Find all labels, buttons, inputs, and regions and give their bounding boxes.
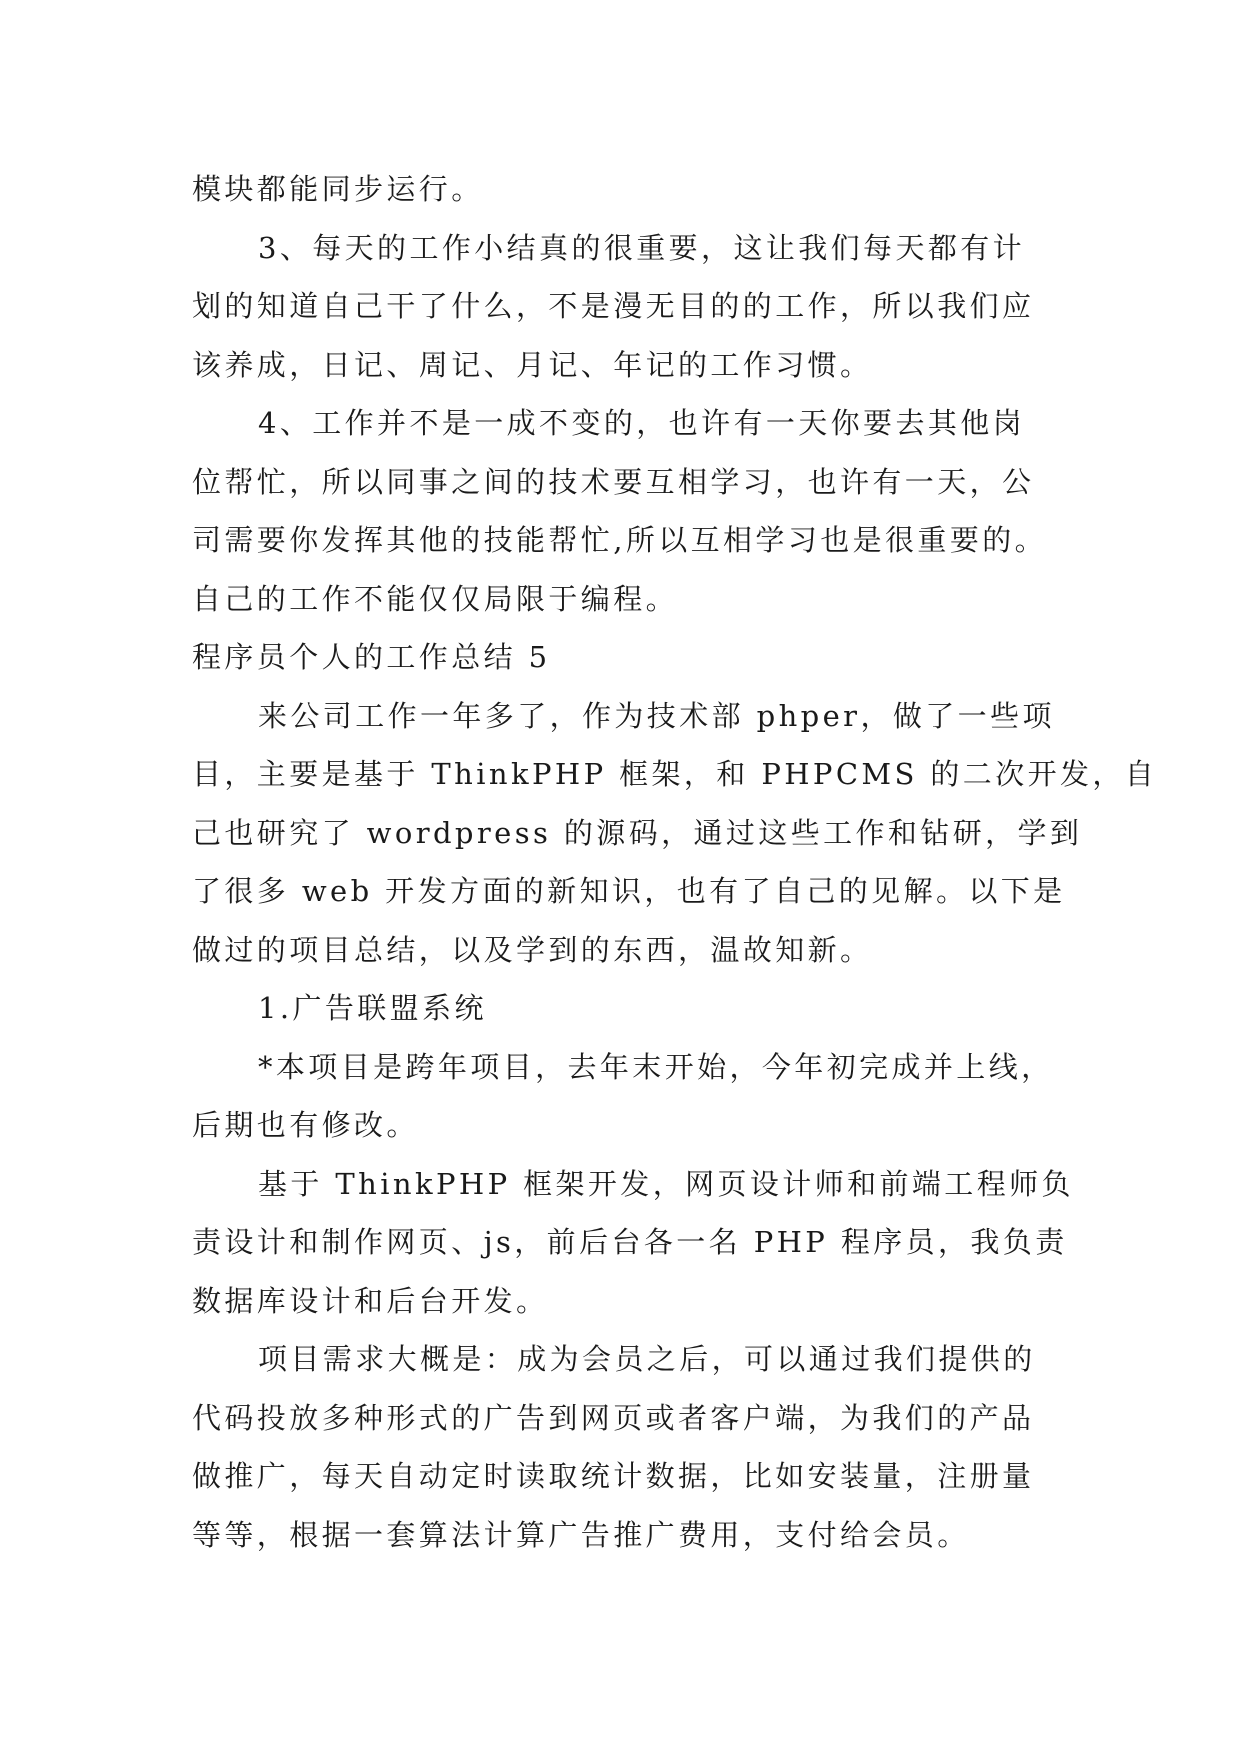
text-line: 做推广，每天自动定时读取统计数据，比如安装量，注册量 <box>192 1459 1035 1493</box>
section-heading: 程序员个人的工作总结 5 <box>192 640 551 674</box>
text-line: 代码投放多种形式的广告到网页或者客户端，为我们的产品 <box>192 1400 1035 1435</box>
text-line: 己也研究了 wordpress 的源码，通过这些工作和钻研，学到 <box>192 815 1083 850</box>
text-line: 后期也有修改。 <box>192 1108 419 1142</box>
paragraph-start: 项目需求大概是：成为会员之后，可以通过我们提供的 <box>258 1342 1036 1376</box>
paragraph-start: 4、工作并不是一成不变的，也许有一天你要去其他岗 <box>258 406 1026 440</box>
text-line: 自己的工作不能仅仅局限于编程。 <box>192 581 679 616</box>
paragraph-start: *本项目是跨年项目，去年末开始，今年初完成并上线， <box>258 1049 1054 1084</box>
text-line: 位帮忙，所以同事之间的技术要互相学习，也许有一天，公 <box>192 464 1035 499</box>
text-line: 责设计和制作网页、js，前后台各一名 PHP 程序员，我负责 <box>192 1225 1068 1259</box>
document-body <box>192 160 1158 1564</box>
subsection-heading: 1.广告联盟系统 <box>258 991 487 1025</box>
text-line: 了很多 web 开发方面的新知识，也有了自己的见解。以下是 <box>192 874 1066 908</box>
paragraph-start: 来公司工作一年多了，作为技术部 phper，做了一些项 <box>258 698 1055 733</box>
text-line: 等等，根据一套算法计算广告推广费用，支付给会员。 <box>192 1517 970 1552</box>
text-line: 司需要你发挥其他的技能帮忙,所以互相学习也是很重要的。 <box>192 523 1048 557</box>
text-line: 做过的项目总结，以及学到的东西，温故知新。 <box>192 932 873 967</box>
text-line: 模块都能同步运行。 <box>192 172 484 206</box>
text-line: 划的知道自己干了什么，不是漫无目的的工作，所以我们应 <box>192 289 1035 323</box>
paragraph-start: 3、每天的工作小结真的很重要，这让我们每天都有计 <box>258 230 1026 265</box>
text-line: 目，主要是基于 ThinkPHP 框架，和 PHPCMS 的二次开发，自 <box>192 757 1158 791</box>
paragraph-start: 基于 ThinkPHP 框架开发，网页设计师和前端工程师负 <box>258 1166 1074 1201</box>
text-line: 数据库设计和后台开发。 <box>192 1283 549 1318</box>
text-line: 该养成，日记、周记、月记、年记的工作习惯。 <box>192 347 873 382</box>
